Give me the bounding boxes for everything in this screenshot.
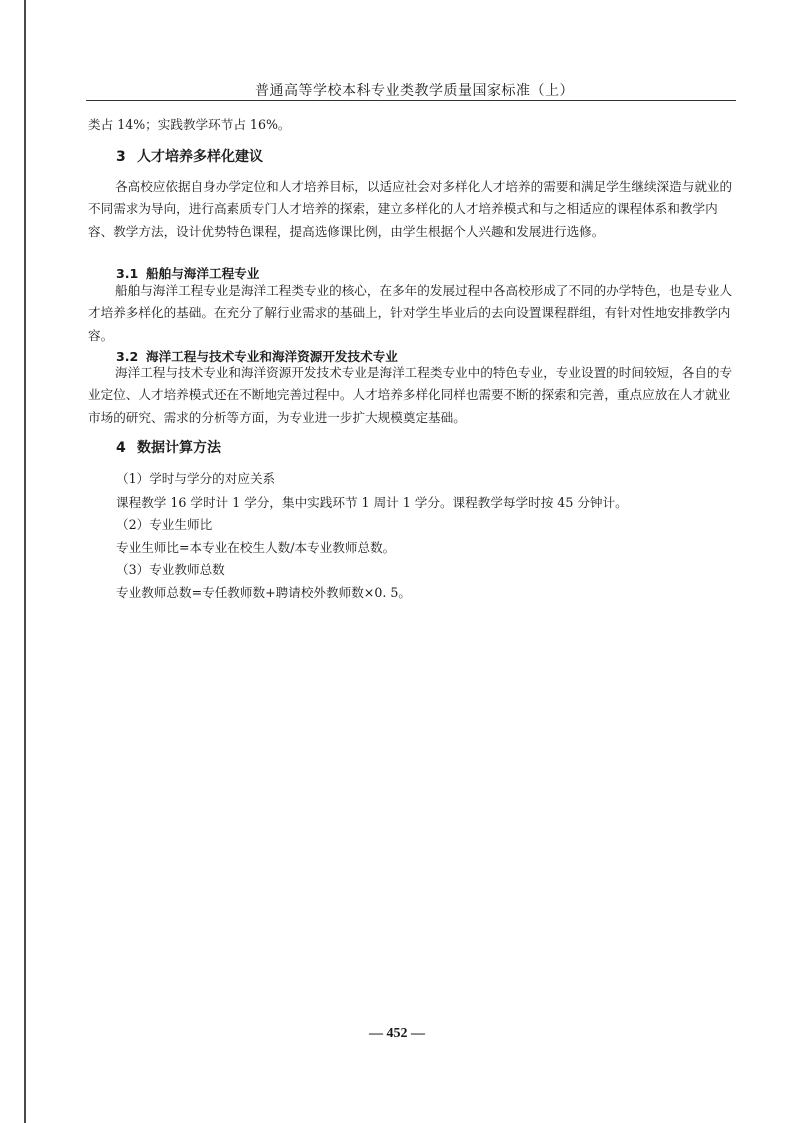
header-rule — [86, 100, 736, 101]
section-3-2-title: 海洋工程与技术专业和海洋资源开发技术专业 — [146, 349, 398, 364]
section-3-number: 3 — [116, 149, 126, 165]
item-1-heading: （1）学时与学分的对应关系 — [116, 471, 276, 486]
section-3-2-paragraph: 海洋工程与技术专业和海洋资源开发技术专业是海洋工程类专业中的特色专业，专业设置的时间较短，各自的专业定位、人才培养模式还在不断地完善过程中。人才培养多样化同样也需要不断的探索和完善，重点应放在人才就业市场的研究、需求的分析等方面，为专业进一步扩大规模奠定基础。 — [88, 365, 733, 425]
page-number: — 452 — — [369, 1026, 425, 1041]
section-3-title: 人才培养多样化建议 — [137, 149, 263, 165]
section-3-paragraph: 各高校应依据自身办学定位和人才培养目标，以适应社会对多样化人才培养的需要和满足学生继续深造与就业的不同需求为导向，进行高素质专门人才培养的探索，建立多样化的人才培养模式和与之相适应的课程体系和教学内容、教学方法，设计优势特色课程，提高选修课比例，由学生根据个人兴趣和发展进行选修。 — [88, 179, 733, 239]
section-3-heading — [116, 146, 263, 166]
item-2-heading: （2）专业生师比 — [116, 517, 213, 532]
section-3-1-paragraph: 船舶与海洋工程专业是海洋工程类专业的核心，在多年的发展过程中各高校形成了不同的办学特色，也是专业人才培养多样化的基础。在充分了解行业需求的基础上，针对学生毕业后的去向设置课程群组，有针对性地安排教学内容。 — [88, 283, 733, 343]
section-4-title: 数据计算方法 — [137, 440, 221, 456]
section-4-number: 4 — [116, 440, 126, 456]
running-header: 普通高等学校本科专业类教学质量国家标准（上） — [255, 83, 574, 99]
scan-edge-line — [24, 0, 26, 1123]
section-3-2-number: 3.2 — [116, 349, 139, 364]
item-3-heading: （3）专业教师总数 — [116, 562, 225, 577]
item-2-body: 专业生师比=本专业在校生人数/本专业教师总数。 — [116, 540, 396, 555]
item-1-body: 课程教学 16 学时计 1 学分，集中实践环节 1 周计 1 学分。课程教学每学时按 45 分钟计。 — [116, 495, 628, 510]
section-3-1-number: 3.1 — [116, 266, 139, 281]
item-3-body: 专业教师总数=专任教师数+聘请校外教师数×0. 5。 — [116, 585, 411, 600]
section-4-heading — [116, 437, 221, 457]
section-3-1-title: 船舶与海洋工程专业 — [146, 266, 260, 281]
intro-line: 类占 14%；实践教学环节占 16%。 — [88, 117, 291, 132]
